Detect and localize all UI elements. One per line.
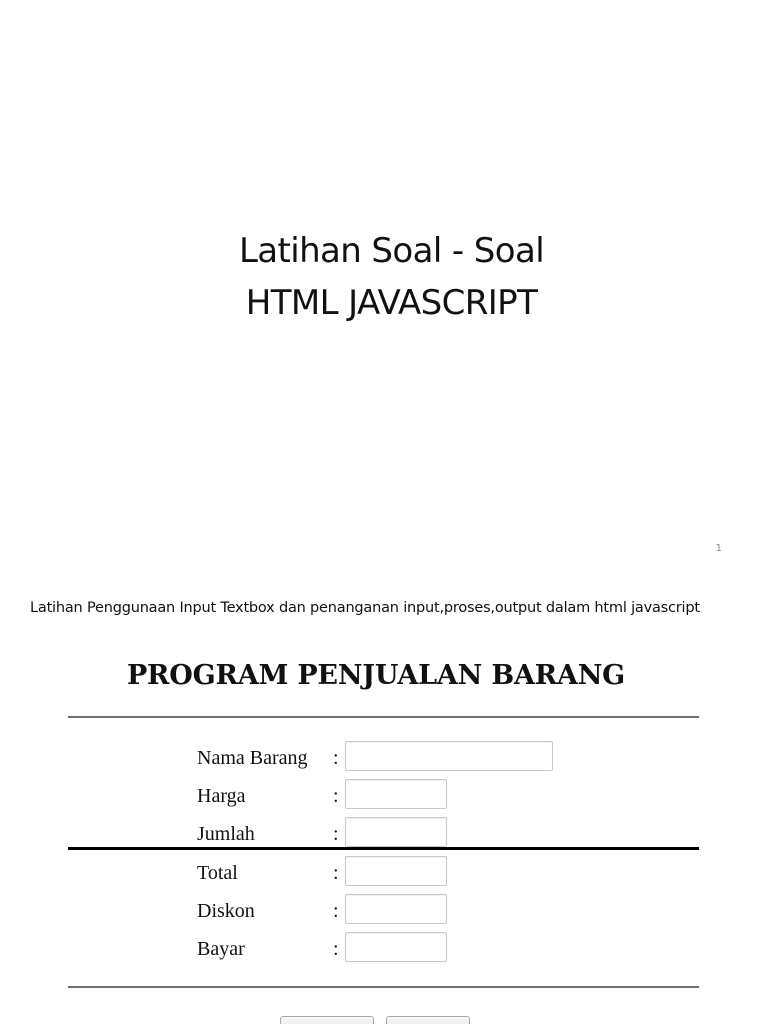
diskon-input[interactable] xyxy=(345,894,447,924)
second-button[interactable] xyxy=(386,1016,470,1024)
harga-input[interactable] xyxy=(345,779,447,809)
harga-colon: : xyxy=(333,785,339,807)
bayar-colon: : xyxy=(333,938,339,960)
bottom-divider xyxy=(68,986,699,988)
top-divider xyxy=(68,716,699,718)
nama-barang-input[interactable] xyxy=(345,741,553,771)
page-number: 1 xyxy=(715,543,722,554)
jumlah-label: Jumlah xyxy=(197,823,255,845)
slide-title-line-2: HTML JAVASCRIPT xyxy=(245,283,538,323)
middle-divider xyxy=(68,847,699,850)
bayar-label: Bayar xyxy=(197,938,245,960)
program-title: PROGRAM PENJUALAN BARANG xyxy=(126,660,626,691)
total-input[interactable] xyxy=(345,856,447,886)
jumlah-input[interactable] xyxy=(345,817,447,847)
nama-barang-label: Nama Barang xyxy=(197,747,308,769)
total-label: Total xyxy=(197,862,238,884)
diskon-colon: : xyxy=(333,900,339,922)
first-button[interactable] xyxy=(280,1016,374,1024)
jumlah-colon: : xyxy=(333,823,339,845)
slide-title-line-1: Latihan Soal - Soal xyxy=(238,231,545,271)
intro-text: Latihan Penggunaan Input Textbox dan penanganan input,proses,output dalam html javascript xyxy=(30,600,700,616)
diskon-label: Diskon xyxy=(197,900,255,922)
nama-barang-colon: : xyxy=(333,747,339,769)
bayar-input[interactable] xyxy=(345,932,447,962)
total-colon: : xyxy=(333,862,339,884)
harga-label: Harga xyxy=(197,785,246,807)
